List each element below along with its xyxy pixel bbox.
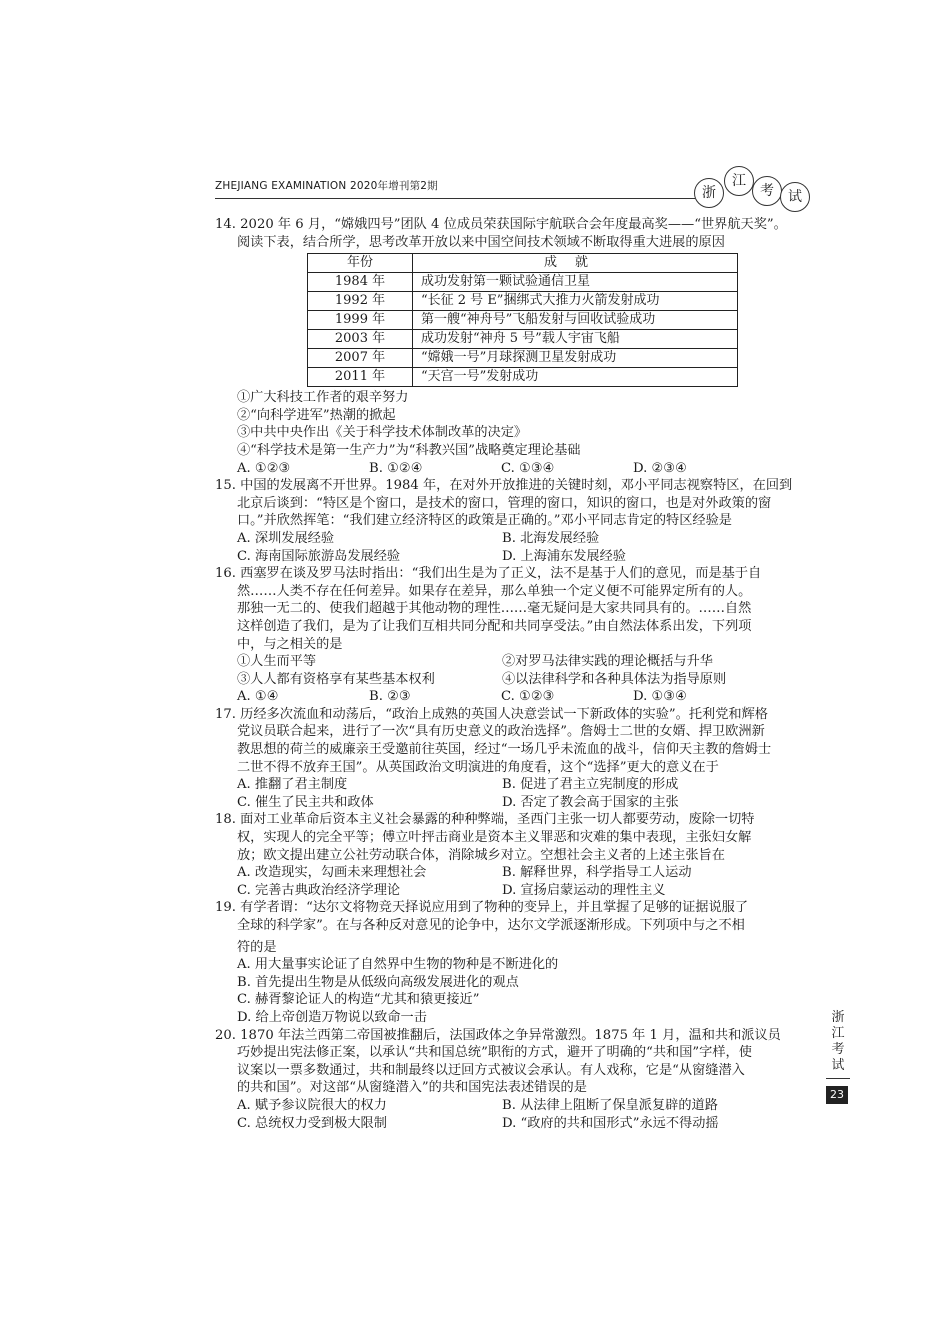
statement-item: ④以法律科学和各种具体法为指导原则 bbox=[502, 671, 727, 687]
answer-options bbox=[215, 1097, 810, 1115]
table-cell: 2003 年 bbox=[308, 330, 413, 349]
statement-item: ①广大科技工作者的艰辛努力 bbox=[237, 390, 409, 406]
page-number: 23 bbox=[826, 1086, 848, 1104]
question-text: 巧妙提出宪法修正案，以承认“共和国总统”职衔的方式，避开了明确的“共和国”字样，使 bbox=[237, 1045, 752, 1061]
logo-char: 试 bbox=[780, 182, 810, 212]
option-a: A. 用大量事实论证了自然界中生物的物种是不断进化的 bbox=[237, 957, 559, 973]
question-text: 16. 西塞罗在谈及罗马法时指出：“我们出生是为了正义，法不是基于人们的意见，而是基于自 bbox=[215, 566, 762, 582]
question-text: 这样创造了我们，是为了让我们互相共同分配和共同享受法。”由自然法体系出发，下列项 bbox=[237, 618, 752, 634]
achievement-table bbox=[307, 253, 738, 387]
table-row bbox=[308, 349, 738, 368]
answer-options bbox=[215, 530, 810, 548]
answer-options bbox=[215, 688, 810, 706]
logo-char: 江 bbox=[724, 166, 754, 196]
option-d: D. 给上帝创造万物说以致命一击 bbox=[237, 1009, 427, 1025]
question-14 bbox=[215, 216, 810, 477]
question-text: 符的是 bbox=[237, 939, 277, 955]
logo-char: 浙 bbox=[694, 178, 724, 208]
table-row bbox=[308, 311, 738, 330]
answer-options bbox=[215, 460, 810, 478]
option-c: C. 总统权力受到极大限制 bbox=[237, 1115, 387, 1131]
table-header-row bbox=[308, 254, 738, 273]
option-b: B. 北海发展经验 bbox=[502, 530, 600, 546]
statement-item: ②对罗马法律实践的理论概括与升华 bbox=[502, 654, 713, 670]
sidebar-journal-label: 浙江考试 bbox=[831, 1010, 845, 1073]
option-a: A. 赋予参议院很大的权力 bbox=[237, 1097, 387, 1113]
option-a: A. ①④ bbox=[237, 689, 279, 705]
column-header-year: 年份 bbox=[308, 254, 413, 273]
option-b: B. 促进了君主立宪制度的形成 bbox=[502, 777, 679, 793]
option-d: D. ②③④ bbox=[633, 460, 687, 476]
table-cell: 1992 年 bbox=[308, 292, 413, 311]
question-text: 口。”并欣然挥笔：“我们建立经济特区的政策是正确的。”邓小平同志肯定的特区经验是 bbox=[237, 513, 732, 529]
question-text: 教思想的荷兰的威廉亲王受邀前往英国，经过“一场几乎未流血的战斗，信仰天主教的詹姆士 bbox=[237, 742, 772, 758]
statement-item: ③中共中央作出《关于科学技术体制改革的决定》 bbox=[237, 425, 528, 441]
option-d: D. 上海浦东发展经验 bbox=[502, 548, 626, 564]
question-text: 那独一无二的、使我们超越于其他动物的理性……毫无疑问是大家共同具有的。……自然 bbox=[237, 601, 752, 617]
answer-options bbox=[215, 548, 810, 566]
answer-options bbox=[215, 864, 810, 882]
table-cell: “天宫一号”发射成功 bbox=[413, 368, 738, 387]
option-c: C. ①③④ bbox=[501, 460, 555, 476]
option-b: B. 解释世界，科学指导工人运动 bbox=[502, 865, 692, 881]
answer-options bbox=[215, 794, 810, 812]
table-cell: “长征 2 号 E”捆绑式大推力火箭发射成功 bbox=[413, 292, 738, 311]
statement-items bbox=[215, 653, 810, 671]
journal-title: ZHEJIANG EXAMINATION 2020年增刊第2期 bbox=[215, 180, 438, 192]
option-c: C. 海南国际旅游岛发展经验 bbox=[237, 548, 401, 564]
table-cell: 2011 年 bbox=[308, 368, 413, 387]
answer-options bbox=[215, 882, 810, 900]
option-c: C. 完善古典政治经济学理论 bbox=[237, 882, 401, 898]
option-a: A. 深圳发展经验 bbox=[237, 530, 335, 546]
question-text: 放；欧文提出建立公社劳动联合体，消除城乡对立。空想社会主义者的上述主张旨在 bbox=[237, 847, 725, 863]
option-b: B. ①②④ bbox=[369, 460, 423, 476]
answer-options bbox=[215, 1115, 810, 1133]
question-text: 然……人类不存在任何差异。如果存在差异，那么单独一个定义便不可能界定所有的人。 bbox=[237, 583, 752, 599]
question-19 bbox=[215, 899, 810, 1026]
question-text: 阅读下表，结合所学，思考改革开放以来中国空间技术领域不断取得重大进展的原因 bbox=[237, 234, 725, 250]
option-d: D. “政府的共和国形式”永远不得动摇 bbox=[502, 1115, 719, 1131]
logo-char: 考 bbox=[752, 176, 782, 206]
table-row bbox=[308, 292, 738, 311]
table-row bbox=[308, 368, 738, 387]
table-cell: 成功发射第一颗试验通信卫星 bbox=[413, 273, 738, 292]
option-c: C. ①②③ bbox=[501, 689, 555, 705]
statement-item: ②“向科学进军”热潮的掀起 bbox=[237, 407, 396, 423]
question-text: 19. 有学者谓：“达尔文将物竞天择说应用到了物种的变异上，并且掌握了足够的证据说服了 bbox=[215, 900, 749, 916]
question-text: 党议员联合起来，进行了一次“具有历史意义的政治选择”。詹姆士二世的女婿、捍卫欧洲新 bbox=[237, 724, 765, 740]
option-a: A. 改造现实，勾画未来理想社会 bbox=[237, 865, 427, 881]
table-cell: 第一艘“神舟号”飞船发射与回收试验成功 bbox=[413, 311, 738, 330]
question-18 bbox=[215, 811, 810, 899]
question-20 bbox=[215, 1027, 810, 1133]
statement-item: ①人生而平等 bbox=[237, 654, 317, 670]
question-text: 议案以一票多数通过，共和制最终以迂回方式被议会承认。有人戏称，它是“从窗缝潜入 bbox=[237, 1062, 745, 1078]
question-text: 18. 面对工业革命后资本主义社会暴露的种种弊端，圣西门主张一切人都要劳动，废除一切特 bbox=[215, 812, 755, 828]
table-cell: 1984 年 bbox=[308, 273, 413, 292]
table-row bbox=[308, 273, 738, 292]
question-text: 全球的科学家”。在与各种反对意见的论争中，达尔文学派逐渐形成。下列项中与之不相 bbox=[237, 918, 745, 933]
question-15 bbox=[215, 477, 810, 565]
option-c: C. 催生了民主共和政体 bbox=[237, 794, 374, 810]
header-rule bbox=[215, 198, 695, 199]
answer-options bbox=[215, 776, 810, 794]
option-b: B. ②③ bbox=[369, 689, 411, 705]
option-b: B. 首先提出生物是从低级向高级发展进化的观点 bbox=[237, 974, 519, 990]
statement-item: ③人人都有资格享有某些基本权利 bbox=[237, 671, 435, 687]
option-a: A. 推翻了君主制度 bbox=[237, 777, 348, 793]
statement-item: ④“科学技术是第一生产力”为“科教兴国”战略奠定理论基础 bbox=[237, 442, 581, 458]
option-c: C. 赫胥黎论证人的构造“尤其和猿更接近” bbox=[237, 992, 480, 1008]
column-header-achievement: 成就 bbox=[413, 254, 738, 273]
question-text: 二世不得不放弃王国”。从英国政治文明演进的角度看，这个“选择”更大的意义在于 bbox=[237, 759, 719, 775]
table-row bbox=[308, 330, 738, 349]
question-16 bbox=[215, 565, 810, 706]
question-text: 15. 中国的发展离不开世界。1984 年，在对外开放推进的关键时刻，邓小平同志视察特区，在回到 bbox=[215, 478, 793, 494]
question-17 bbox=[215, 706, 810, 812]
question-list bbox=[215, 216, 810, 1132]
table-cell: 2007 年 bbox=[308, 349, 413, 368]
question-text: 14. 2020 年 6 月，“嫦娥四号”团队 4 位成员荣获国际宇航联合会年度最高奖——“世界航天奖”。 bbox=[215, 217, 787, 232]
option-d: D. ①③④ bbox=[633, 689, 687, 705]
question-text: 中，与之相关的是 bbox=[237, 636, 343, 652]
question-text: 北京后谈到：“特区是个窗口，是技术的窗口，管理的窗口，知识的窗口，也是对外政策的窗 bbox=[237, 495, 772, 511]
table-cell: 1999 年 bbox=[308, 311, 413, 330]
option-d: D. 否定了教会高于国家的主张 bbox=[502, 794, 679, 810]
statement-items bbox=[215, 671, 810, 689]
question-text: 17. 历经多次流血和动荡后，“政治上成熟的英国人决意尝试一下新政体的实验”。托利党和辉格 bbox=[215, 706, 768, 722]
option-d: D. 宣扬启蒙运动的理性主义 bbox=[502, 882, 666, 898]
journal-logo bbox=[690, 160, 810, 210]
question-text: 的共和国”。对这部“从窗缝潜入”的共和国宪法表述错误的是 bbox=[237, 1080, 587, 1096]
table-cell: 成功发射“神舟 5 号”载人宇宙飞船 bbox=[413, 330, 738, 349]
option-a: A. ①②③ bbox=[237, 460, 291, 476]
table-cell: “嫦娥一号”月球探测卫星发射成功 bbox=[413, 349, 738, 368]
question-text: 20. 1870 年法兰西第二帝国被推翻后，法国政体之争异常激烈。1875 年 1 月，温和共和派议员 bbox=[215, 1027, 781, 1043]
option-b: B. 从法律上阻断了保皇派复辟的道路 bbox=[502, 1097, 718, 1113]
question-text: 权，实现人的完全平等；傅立叶抨击商业是资本主义罪恶和灾难的集中表现，主张妇女解 bbox=[237, 830, 752, 846]
sidebar-rule bbox=[826, 1078, 850, 1079]
